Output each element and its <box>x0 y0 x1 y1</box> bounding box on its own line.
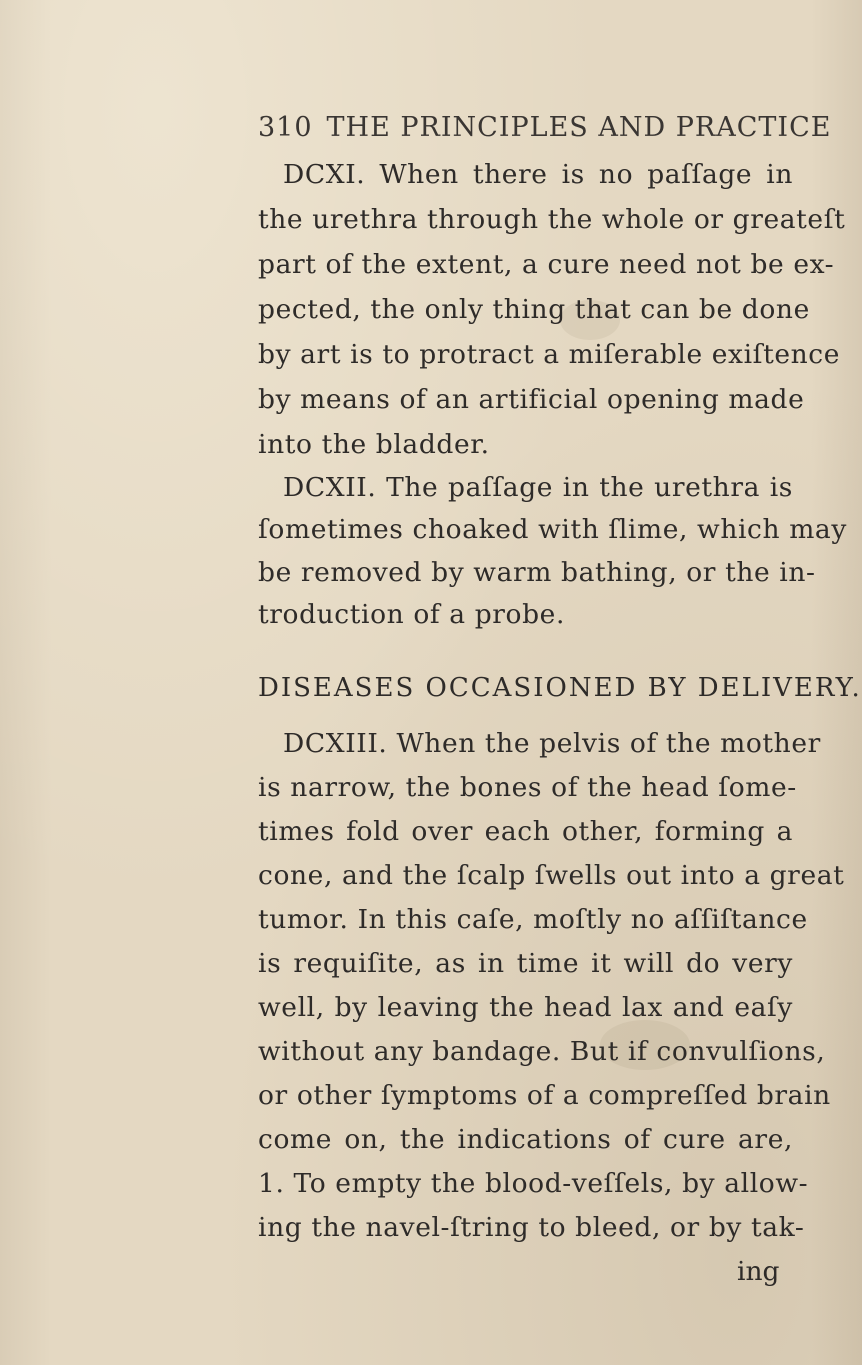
text-line: times fold over each other, forming a <box>258 816 793 847</box>
text-line: DCXI. When there is no paſſage in <box>283 159 793 190</box>
text-line: is requiſite, as in time it will do very <box>258 948 793 979</box>
text-line: by means of an artificial opening made <box>258 384 805 415</box>
text-line: be removed by warm bathing, or the in- <box>258 557 816 588</box>
text-line: DCXIII. When the pelvis of the mother <box>283 728 821 759</box>
text-line: the urethra through the whole or greateſt <box>258 204 846 235</box>
text-line: into the bladder. <box>258 429 490 460</box>
text-line: pected, the only thing that can be done <box>258 294 810 325</box>
page-number: 310 <box>258 112 313 143</box>
text-line: without any bandage. But if convulſions, <box>258 1036 826 1067</box>
running-head <box>258 112 831 143</box>
text-line: tumor. In this caſe, moſtly no aſſiſtance <box>258 904 808 935</box>
section-heading: DISEASES OCCASIONED BY DELIVERY. <box>258 673 862 703</box>
text-line: cone, and the ſcalp ſwells out into a great <box>258 860 845 891</box>
text-line: troduction of a probe. <box>258 599 565 630</box>
text-line: by art is to protract a miſerable exiſtence <box>258 339 841 370</box>
catchword: ing <box>737 1256 780 1287</box>
text-line: ing the navel-ſtring to bleed, or by tak- <box>258 1212 805 1243</box>
text-line: come on, the indications of cure are, <box>258 1124 793 1155</box>
text-line: part of the extent, a cure need not be ex- <box>258 249 835 280</box>
text-line: ſometimes choaked with ſlime, which may <box>258 514 847 545</box>
running-title: THE PRINCIPLES AND PRACTICE <box>326 112 832 143</box>
text-line: is narrow, the bones of the head ſome- <box>258 772 797 803</box>
text-line: 1. To empty the blood-veſſels, by allow- <box>258 1168 809 1199</box>
text-line: or other ſymptoms of a compreſſed brain <box>258 1080 831 1111</box>
text-line: DCXII. The paſſage in the urethra is <box>283 472 793 503</box>
text-line: well, by leaving the head lax and eaſy <box>258 992 793 1023</box>
